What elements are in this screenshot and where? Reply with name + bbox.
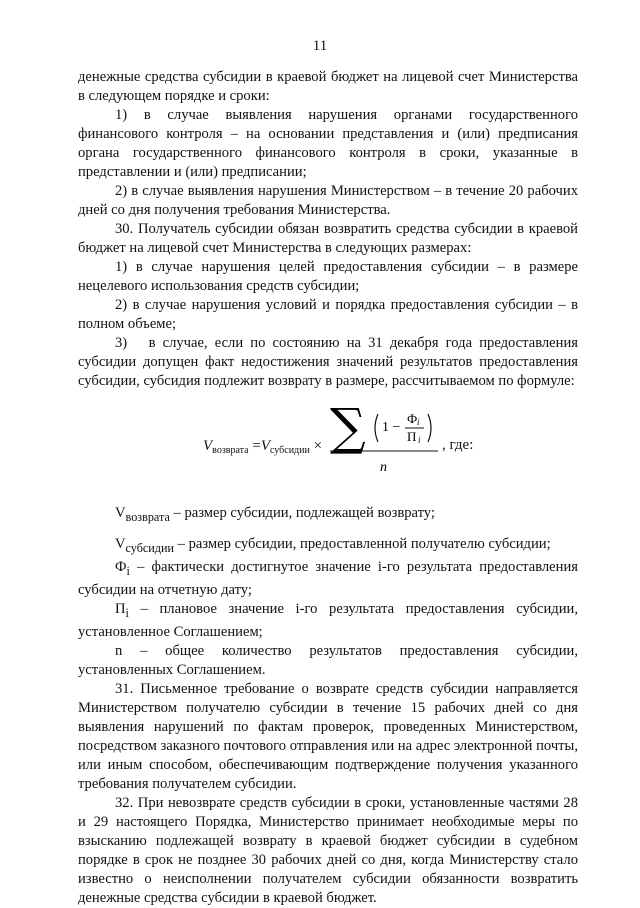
- paragraph-item-1: 1) в случае выявления нарушения органами государственного финансового контроля – на основании представления и (или) предписания органа государственного финансового контроля в сроки, указанные в представлении и (или) предписании;: [78, 107, 578, 180]
- page-number: 11: [312, 38, 328, 54]
- formula-v-return: V: [203, 438, 213, 454]
- paragraph-30-item-2: 2) в случае нарушения условий и порядка предоставления субсидии – в полном объеме;: [78, 297, 578, 332]
- formula-times: ×: [313, 438, 323, 454]
- definition-n: n – общее количество результатов предоставления субсидии, установленных Соглашением.: [78, 642, 578, 678]
- paragraph-item-2: 2) в случае выявления нарушения Министерством – в течение 20 рабочих дней со дня получения требования Министерства.: [78, 183, 578, 218]
- paragraph-30-item-3: 3) в случае, если по состоянию на 31 декабря года предоставления субсидии допущен факт недостижения значений результатов предоставления субсидии, субсидия подлежит возврату в размере, рассчитываемом по формуле:: [78, 335, 582, 389]
- formula-sub-return: возврата: [212, 445, 249, 456]
- paragraph-30: 30. Получатель субсидии обязан возвратить средства субсидии в краевой бюджет на лицевой счет Министерства в следующих размерах:: [78, 221, 578, 256]
- return-formula: [78, 394, 578, 496]
- paragraph-32: 32. При невозврате средств субсидии в сроки, установленные частями 28 и 29 настоящего Порядка, Министерство принимает необходимые меры по взысканию подлежащей возврату в краевой бюджет субсидии в судебном порядке в срок не позднее 30 рабочих дней со дня, когда Министерству стало известно о неисполнении получателем субсидии обязанности возвратить денежные средства субсидии в краевой бюджет.: [78, 794, 578, 906]
- numerator-f: Ф: [407, 411, 418, 426]
- paragraph-continuation: денежные средства субсидии в краевой бюджет на лицевой счет Министерства в следующем порядке и сроки:: [78, 69, 578, 104]
- left-paren: [375, 414, 378, 442]
- formula-v-subsidy: V: [260, 438, 270, 454]
- definition-p-i: $П_i$ – плановое значение i-го результата предоставления субсидии, установленное Соглашением;: [78, 600, 578, 640]
- document-body: [78, 68, 582, 908]
- divisor-n: n: [380, 460, 387, 475]
- formula-suffix: , где:: [442, 437, 474, 453]
- formula-sub-subsidy: субсидии: [270, 445, 310, 456]
- one-minus: 1 −: [382, 420, 401, 435]
- denominator-index: i: [418, 435, 421, 445]
- denominator-p: П: [407, 429, 417, 444]
- formula-lhs: [203, 437, 322, 460]
- paragraph-30-item-1: 1) в случае нарушения целей предоставления субсидии – в размере нецелевого использования средств субсидии;: [78, 259, 578, 294]
- definition-v-return: $V_{возврата}$ – размер субсидии, подлежащей возврату;: [115, 505, 435, 524]
- formula-equals: =: [252, 438, 261, 454]
- right-paren: [428, 414, 431, 442]
- definition-v-subsidy: $V_{субсидии}$ – размер субсидии, предоставленной получателю субсидии;: [115, 535, 551, 555]
- numerator-index: i: [417, 417, 420, 427]
- sigma-symbol: ∑: [330, 398, 366, 456]
- paragraph-31: 31. Письменное требование о возврате средств субсидии направляется Министерством получателю субсидии в течение 15 рабочих дней со дня выявления нарушений по фактам проверок, проведенных Министерством, посредством заказного почтового отправления или на адрес электронной почты, или иным способом, обеспечивающим подтверждение получения указанного требования получателем субсидии.: [78, 680, 578, 792]
- definition-f-i: $Ф_i$ – фактически достигнутое значение i-го результата предоставления субсидии на отчетную дату;: [78, 558, 578, 598]
- formula-fraction: [328, 394, 440, 496]
